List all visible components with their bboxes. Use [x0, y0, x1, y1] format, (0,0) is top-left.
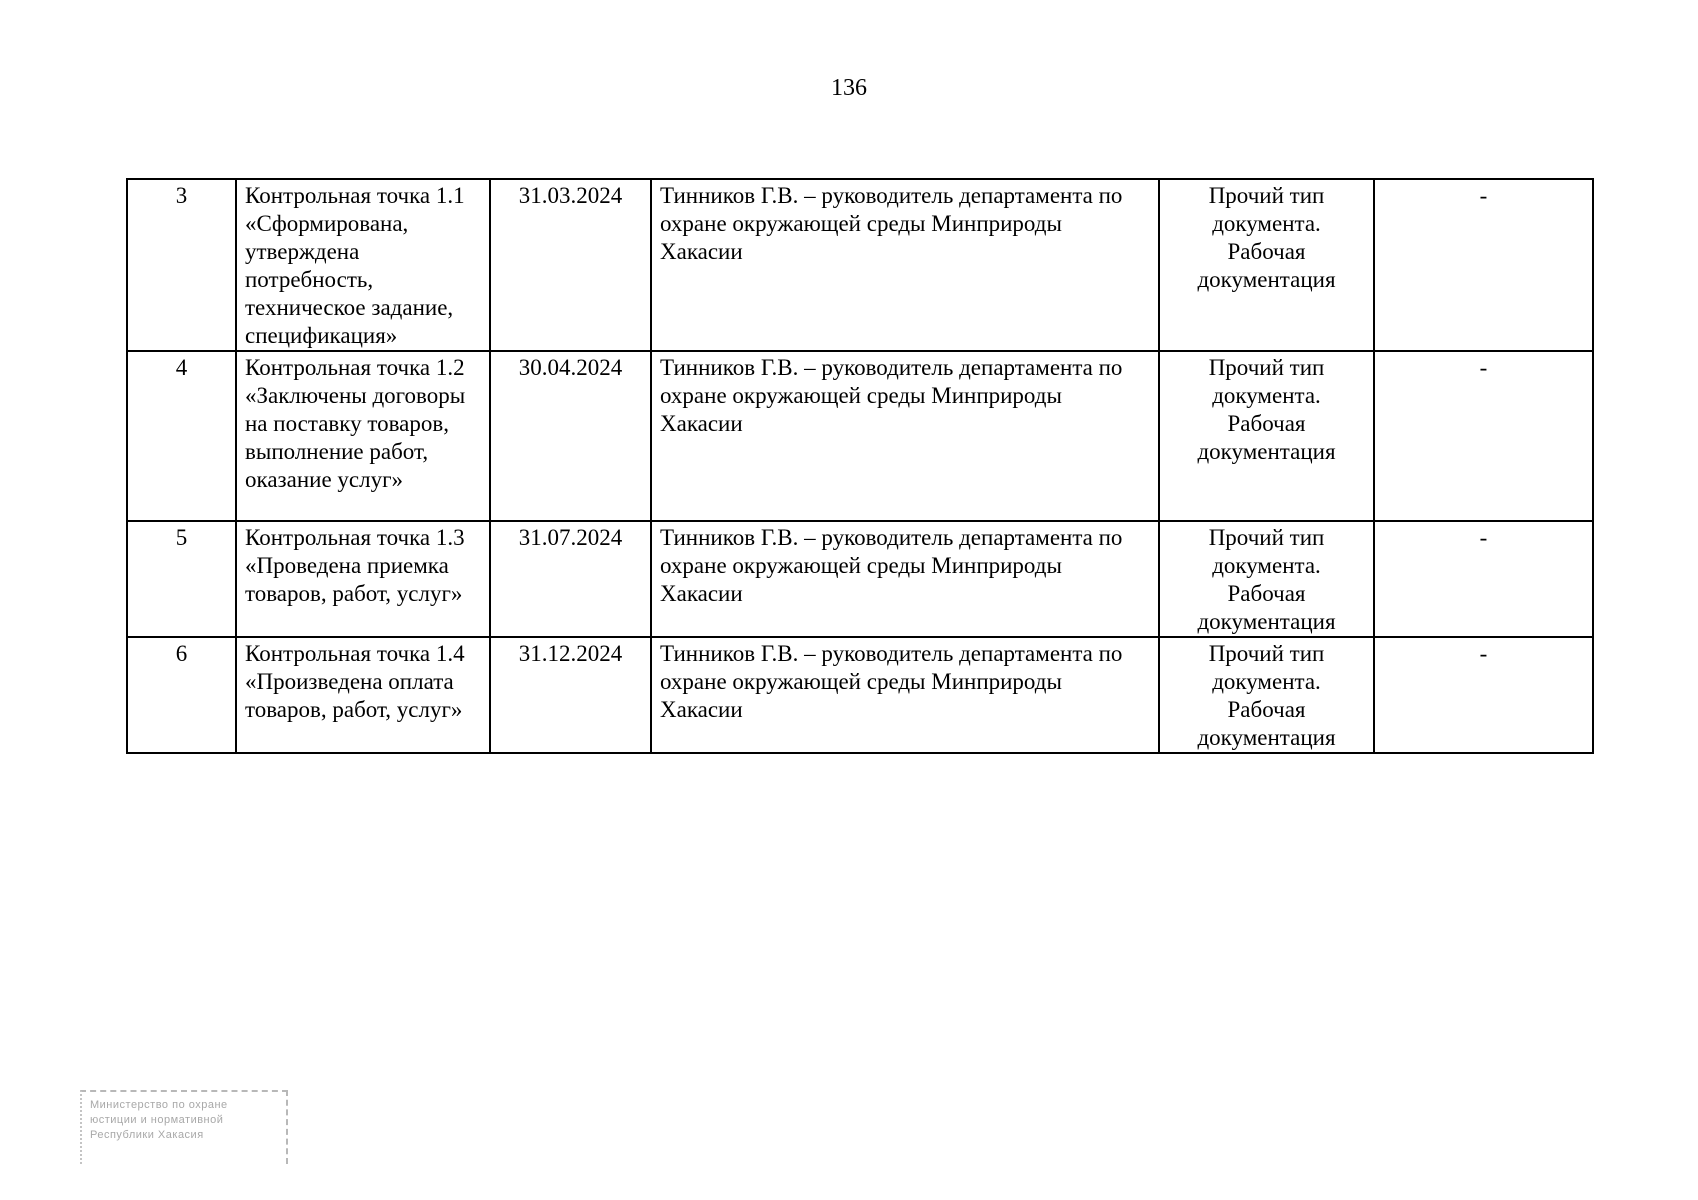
- stamp-line: Республики Хакасия: [90, 1129, 204, 1141]
- table-row: [127, 351, 1593, 521]
- control-point-description: Контрольная точка 1.4 «Произведена оплата товаров, работ, услуг»: [236, 637, 490, 753]
- document-type-line: документа.: [1212, 669, 1321, 694]
- control-point-date: 31.03.2024: [490, 179, 651, 351]
- responsible-person: Тинников Г.В. – руководитель департамента по охране окружающей среды Минприроды Хакасии: [651, 637, 1159, 753]
- control-point-description: Контрольная точка 1.3 «Проведена приемка товаров, работ, услуг»: [236, 521, 490, 637]
- control-point-description: Контрольная точка 1.2 «Заключены договоры на поставку товаров, выполнение работ, оказание услуг»: [236, 351, 490, 521]
- row-number: 3: [127, 179, 236, 351]
- document-type: [1159, 637, 1374, 753]
- document-type-line: документа.: [1212, 553, 1321, 578]
- document-type-line: Прочий тип: [1208, 355, 1325, 380]
- document-type-line: документа.: [1212, 211, 1321, 236]
- note-cell: -: [1374, 179, 1593, 351]
- stamp-line: юстиции и нормативной: [90, 1114, 224, 1126]
- responsible-person: Тинников Г.В. – руководитель департамента по охране окружающей среды Минприроды Хакасии: [651, 521, 1159, 637]
- row-number: 5: [127, 521, 236, 637]
- note-cell: -: [1374, 637, 1593, 753]
- document-type: [1159, 179, 1374, 351]
- document-type-line: документация: [1197, 609, 1336, 634]
- control-point-date: 30.04.2024: [490, 351, 651, 521]
- document-type-line: Прочий тип: [1208, 183, 1325, 208]
- control-point-date: 31.12.2024: [490, 637, 651, 753]
- document-type: [1159, 521, 1374, 637]
- note-cell: -: [1374, 351, 1593, 521]
- row-number: 6: [127, 637, 236, 753]
- control-point-description: Контрольная точка 1.1 «Сформирована, утверждена потребность, техническое задание, спецификация»: [236, 179, 490, 351]
- page-number: 136: [831, 75, 867, 101]
- responsible-person: Тинников Г.В. – руководитель департамента по охране окружающей среды Минприроды Хакасии: [651, 351, 1159, 521]
- document-type: [1159, 351, 1374, 521]
- responsible-person: Тинников Г.В. – руководитель департамента по охране окружающей среды Минприроды Хакасии: [651, 179, 1159, 351]
- stamp: [80, 1090, 288, 1164]
- table-row: [127, 637, 1593, 753]
- control-point-date: 31.07.2024: [490, 521, 651, 637]
- row-number: 4: [127, 351, 236, 521]
- stamp-line: Министерство по охране: [90, 1099, 228, 1111]
- document-type-line: Рабочая: [1227, 697, 1306, 722]
- document-type-line: документация: [1197, 725, 1336, 750]
- document-type-line: документация: [1197, 267, 1336, 292]
- document-type-line: документа.: [1212, 383, 1321, 408]
- table-row: [127, 521, 1593, 637]
- table-row: [127, 179, 1593, 351]
- control-points-table: [126, 178, 1594, 754]
- document-type-line: Прочий тип: [1208, 641, 1325, 666]
- document-type-line: Рабочая: [1227, 581, 1306, 606]
- document-type-line: документация: [1197, 439, 1336, 464]
- document-type-line: Рабочая: [1227, 411, 1306, 436]
- note-cell: -: [1374, 521, 1593, 637]
- document-type-line: Прочий тип: [1208, 525, 1325, 550]
- document-type-line: Рабочая: [1227, 239, 1306, 264]
